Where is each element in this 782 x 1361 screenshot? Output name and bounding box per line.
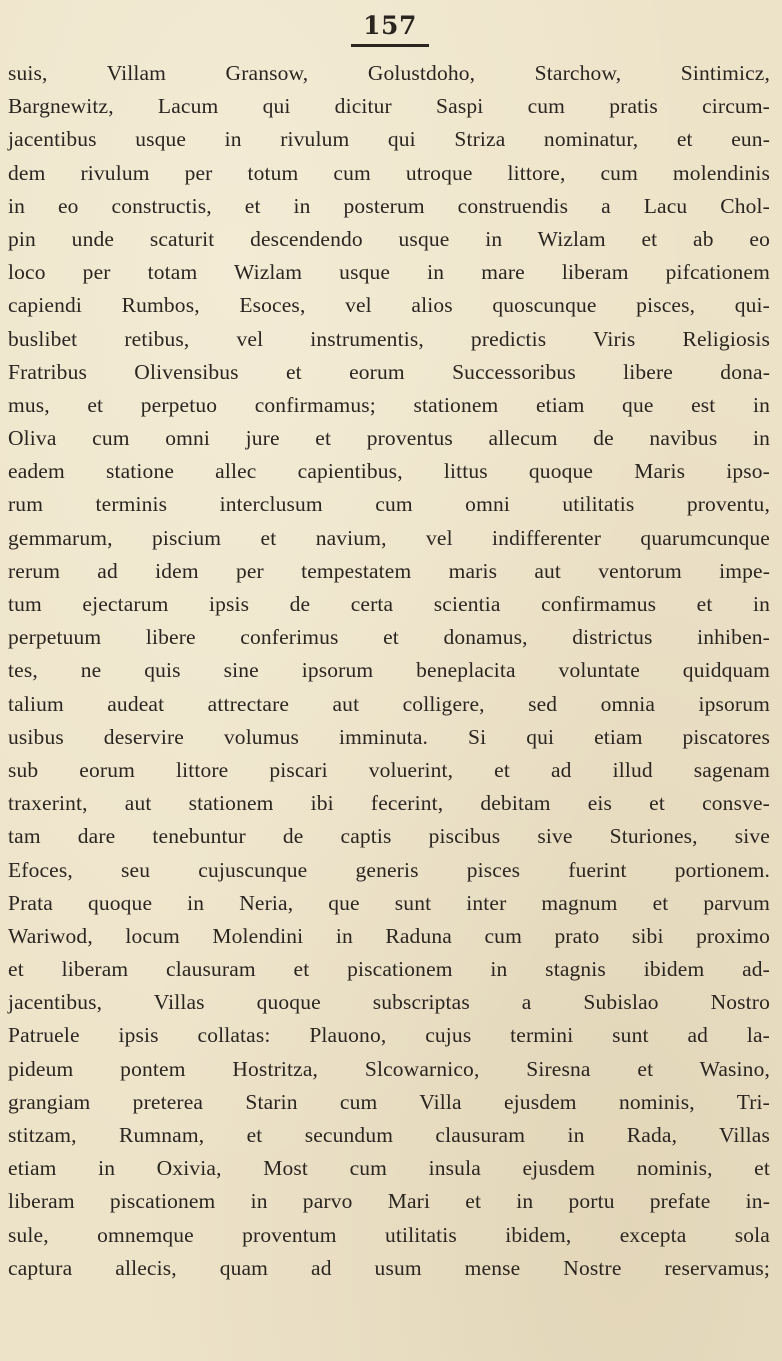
text-line: etiam in Oxivia, Most cum insula ejusdem nominis, et [8,1156,770,1181]
text-line: sule, omnemque proventum utilitatis ibidem, excepta sola [8,1222,770,1247]
text-line: Patruele ipsis collatas: Plauono, cujus termini sunt ad la- [8,1023,770,1048]
text-line: rum terminis interclusum cum omni utilitatis proventu, [8,492,770,517]
text-line: usibus deservire volumus imminuta. Si qui etiam piscatores [8,724,770,749]
text-line: jacentibus, Villas quoque subscriptas a Subislao Nostro [8,990,770,1015]
text-line: suis, Villam Gransow, Golustdoho, Starchow, Sintimicz, [8,61,770,85]
text-line: buslibet retibus, vel instrumentis, predictis Viris Religiosis [8,326,770,351]
text-line: tes, ne quis sine ipsorum beneplacita voluntate quidquam [8,658,770,683]
text-line: capiendi Rumbos, Esoces, vel alios quoscunque pisces, qui- [8,293,770,318]
text-line: Bargnewitz, Lacum qui dicitur Saspi cum pratis circum- [8,94,770,119]
text-line: grangiam preterea Starin cum Villa ejusdem nominis, Tri- [8,1089,770,1114]
page-header [10,12,770,47]
text-line: captura allecis, quam ad usum mense Nostre reservamus; [8,1255,770,1280]
text-line: pin unde scaturit descendendo usque in Wizlam et ab eo [8,226,770,251]
text-line: dem rivulum per totum cum utroque littore, cum molendinis [8,160,770,185]
text-line: sub eorum littore piscari voluerint, et ad illud sagenam [8,757,770,782]
text-line: mus, et perpetuo confirmamus; stationem etiam que est in [8,392,770,417]
text-line: Fratribus Olivensibus et eorum Successoribus libere dona- [8,359,770,384]
body-text [8,57,770,1285]
text-line: talium audeat attrectare aut colligere, sed omnia ipsorum [8,691,770,716]
text-line: stitzam, Rumnam, et secundum clausuram in Rada, Villas [8,1123,770,1147]
text-line: rerum ad idem per tempestatem maris aut ventorum impe- [8,558,770,583]
text-line: gemmarum, piscium et navium, vel indifferenter quarumcunque [8,525,770,550]
text-line: et liberam clausuram et piscationem in stagnis ibidem ad- [8,957,770,982]
text-line: Efoces, seu cujuscunque generis pisces fuerint portionem. [8,857,770,882]
text-line: Prata quoque in Neria, que sunt inter magnum et parvum [8,890,770,915]
text-line: eadem statione allec capientibus, littus quoque Maris ipso- [8,459,770,484]
text-line: Oliva cum omni jure et proventus allecum de navibus in [8,426,770,451]
text-line: perpetuum libere conferimus et donamus, districtus inhiben- [8,625,770,650]
text-line: tum ejectarum ipsis de certa scientia confirmamus et in [8,592,770,616]
text-line: pideum pontem Hostritza, Slcowarnico, Siresna et Wasino, [8,1056,770,1081]
text-line: in eo constructis, et in posterum construendis a Lacu Chol- [8,193,770,218]
text-line: Wariwod, locum Molendini in Raduna cum prato sibi proximo [8,923,770,948]
text-line: traxerint, aut stationem ibi fecerint, debitam eis et consve- [8,791,770,816]
text-line: loco per totam Wizlam usque in mare liberam pifcationem [8,260,770,285]
text-line: jacentibus usque in rivulum qui Striza nominatur, et eun- [8,127,770,152]
text-line: liberam piscationem in parvo Mari et in portu prefate in- [8,1189,770,1214]
text-line: tam dare tenebuntur de captis piscibus sive Sturiones, sive [8,824,770,849]
page-number: 157 [351,12,429,47]
